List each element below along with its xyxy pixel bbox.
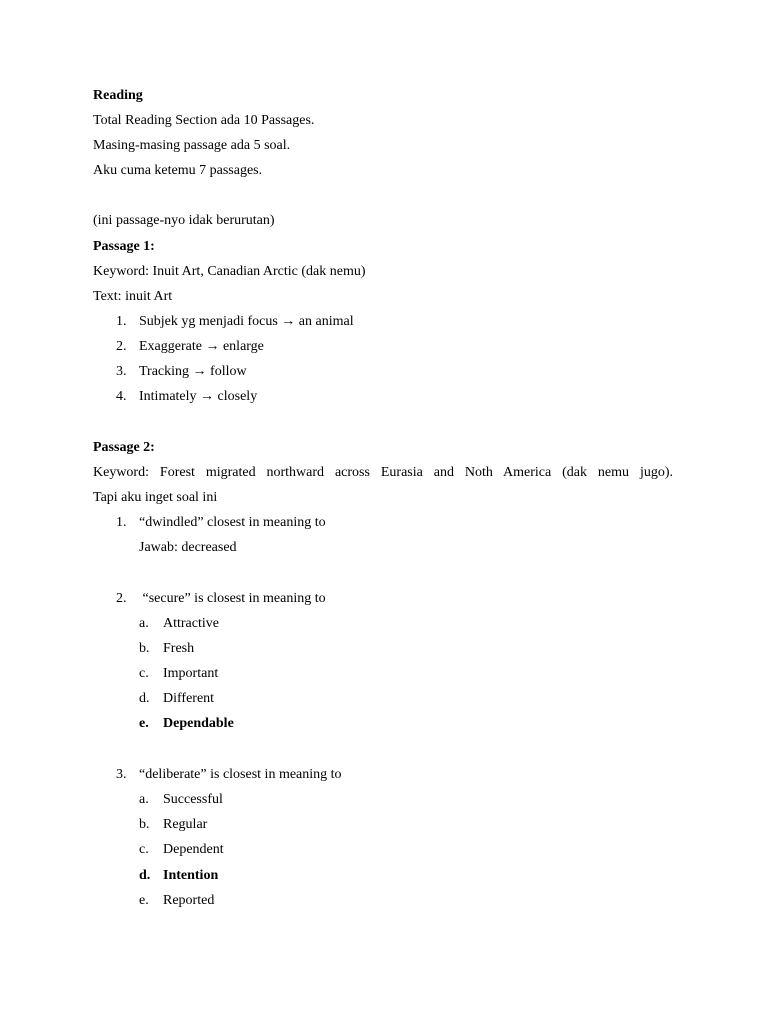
order-note: (ini passage-nyo idak berurutan) (93, 213, 275, 228)
option-letter: c. (139, 666, 149, 681)
reading-line-1: Total Reading Section ada 10 Passages. (93, 113, 315, 128)
reading-line-3: Aku cuma ketemu 7 passages. (93, 163, 263, 178)
passage1-title: Passage 1: (93, 239, 155, 254)
question-number: 1. (116, 515, 127, 530)
option-text: Regular (163, 817, 208, 832)
option-text: Reported (163, 893, 215, 908)
option-letter: b. (139, 641, 150, 656)
passage2-keyword-continued: Tapi aku inget soal ini (93, 490, 218, 505)
list-item: Subjek yg menjadi focus → an animal (139, 314, 354, 329)
question-text: “dwindled” closest in meaning to (139, 515, 326, 530)
passage1-text: Text: inuit Art (93, 289, 173, 304)
option-text: Attractive (163, 616, 219, 631)
option-letter: a. (139, 792, 149, 807)
option-letter-correct: e. (139, 716, 149, 731)
option-letter: b. (139, 817, 150, 832)
reading-line-2: Masing-masing passage ada 5 soal. (93, 138, 291, 153)
list-item-number: 3. (116, 364, 127, 379)
option-letter-correct: d. (139, 868, 151, 883)
question-number: 2. (116, 591, 127, 606)
list-item-number: 4. (116, 389, 127, 404)
option-text: Fresh (163, 641, 195, 656)
list-item: Intimately → closely (139, 389, 258, 404)
option-text: Important (163, 666, 219, 681)
list-item: Tracking → follow (139, 364, 247, 379)
option-letter: e. (139, 893, 149, 908)
option-text: Successful (163, 792, 223, 807)
list-item: Exaggerate → enlarge (139, 339, 264, 354)
list-item-number: 2. (116, 339, 127, 354)
passage2-keyword: Keyword: Forest migrated northward across Eurasia and Noth America (dak nemu jugo). (93, 465, 673, 480)
question-text: “secure” is closest in meaning to (139, 591, 326, 606)
option-text: Dependent (163, 842, 224, 857)
option-letter: d. (139, 691, 150, 706)
question-text: “deliberate” is closest in meaning to (139, 767, 342, 782)
passage1-keyword: Keyword: Inuit Art, Canadian Arctic (dak nemu) (93, 264, 366, 279)
option-letter: c. (139, 842, 149, 857)
option-text: Different (163, 691, 215, 706)
question-number: 3. (116, 767, 127, 782)
option-text-correct: Intention (163, 868, 219, 883)
passage2-title: Passage 2: (93, 440, 155, 455)
question-answer: Jawab: decreased (139, 540, 237, 555)
option-letter: a. (139, 616, 149, 631)
reading-heading: Reading (93, 88, 143, 103)
option-text-correct: Dependable (163, 716, 234, 731)
list-item-number: 1. (116, 314, 127, 329)
